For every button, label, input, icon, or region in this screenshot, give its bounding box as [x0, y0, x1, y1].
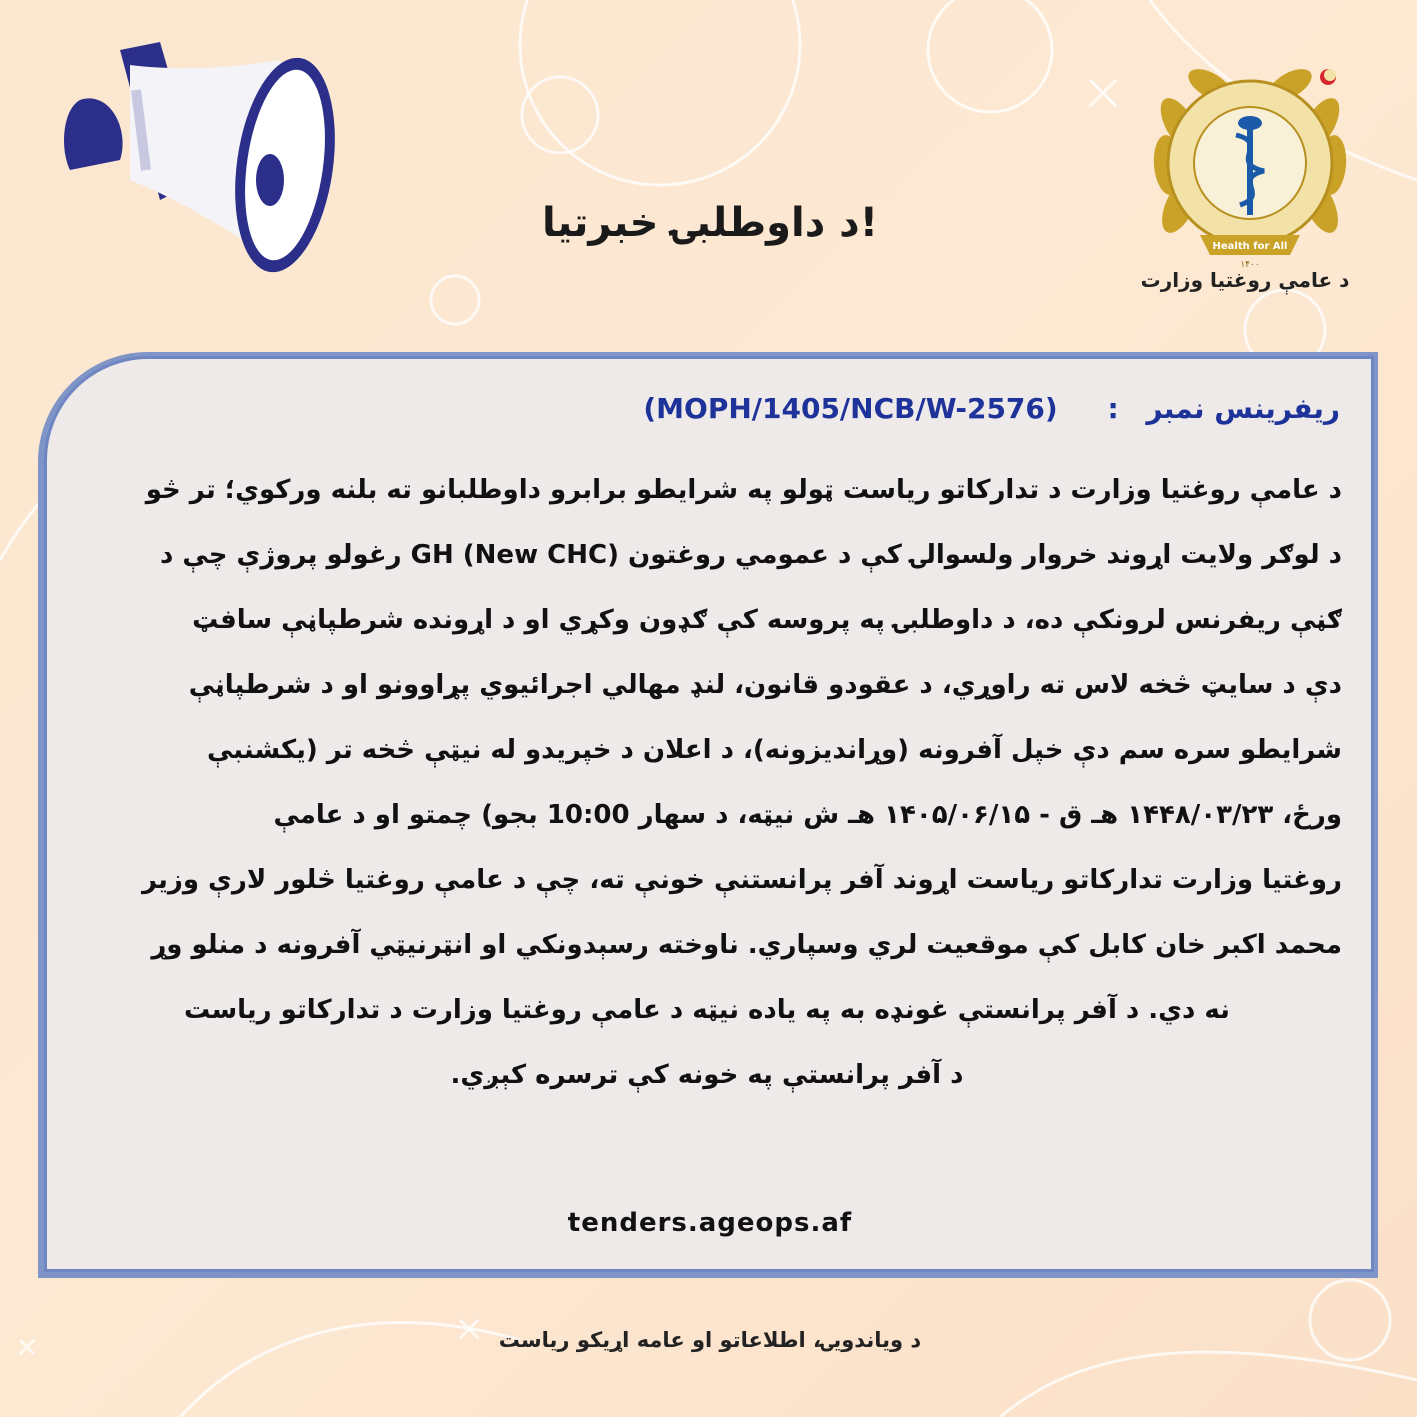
- body-line: د عامې روغتیا وزارت د تدارکاتو ریاست ټولو په شرایطو برابرو داوطلبانو ته بلنه ورکوي؛ تر څو: [145, 475, 1342, 505]
- body-line: ګڼې ریفرنس لرونکې ده، د داوطلبۍ په پروسه کې ګډون وکړي او د اړونده شرطپاڼې سافټ: [192, 605, 1342, 635]
- reference-row: [80, 392, 1340, 425]
- body-line: دې د سایټ څخه لاس ته راوړي، د عقودو قانون، لنډ مهالي اجرائیوي پړاوونو او د شرطپاڼې: [188, 670, 1342, 700]
- body-line: نه دي. د آفر پرانستې غونډه به په یاده نیټه د عامې روغتیا وزارت د تدارکاتو ریاست: [184, 995, 1230, 1025]
- website-link[interactable]: tenders.ageops.af: [567, 1208, 853, 1238]
- page-title: د داوطلبۍ خبرتیا!: [542, 200, 878, 246]
- reference-separator: :: [1107, 392, 1119, 425]
- reference-code: (MOPH/1405/NCB/W-2576): [643, 392, 1058, 425]
- megaphone-icon: [50, 30, 350, 290]
- announcement-body: [72, 458, 1342, 1108]
- body-line: د آفر پرانستې په خونه کې ترسره کېږي.: [450, 1060, 964, 1090]
- svg-text:Health for All: Health for All: [1212, 241, 1288, 252]
- body-line: ورځ، ۱۴۴۸/۰۳/۲۳ هـ ق - ۱۴۰۵/۰۶/۱۵ هـ ش نیټه، د سهار 10:00 بجو) چمتو او د عامې: [273, 800, 1342, 830]
- body-line: محمد اکبر خان کابل کې موقعیت لري وسپاري. ناوخته رسېدونکي او انټرنیټي آفرونه د منلو وړ: [151, 930, 1342, 960]
- ministry-emblem-icon: [1140, 55, 1360, 275]
- body-line: شرایطو سره سم دې خپل آفرونه (وړاندیزونه)، د اعلان د خپریدو له نیټې څخه تر (یکشنبې: [206, 735, 1342, 765]
- ministry-label: د عامې روغتیا وزارت: [1140, 268, 1350, 292]
- body-line: روغتیا وزارت تدارکاتو ریاست اړوند آفر پرانستنې خونې ته، چې د عامې روغتیا څلور لارې وزیر: [141, 865, 1342, 895]
- svg-text:۱۴۰۰: ۱۴۰۰: [1240, 260, 1260, 270]
- body-line: د لوګر ولایت اړوند خروار ولسوالۍ کې د عمومي روغتون (New CHC) GH رغولو پروژې چې د: [160, 540, 1342, 570]
- footer-department: د ویاندویۍ، اطلاعاتو او عامه اړیکو ریاست: [498, 1328, 922, 1352]
- reference-label: ریفرینس نمبر: [1146, 392, 1340, 425]
